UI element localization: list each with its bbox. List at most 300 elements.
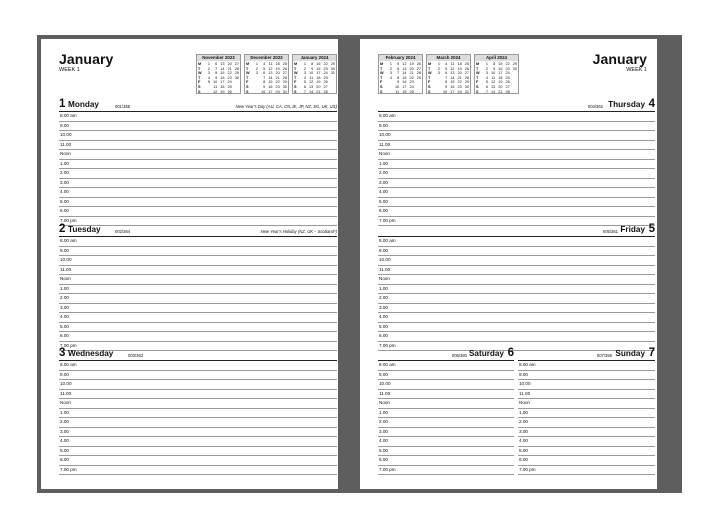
calendar-date: 19 <box>457 66 462 71</box>
right-page <box>360 39 657 489</box>
day-block-friday <box>378 224 655 351</box>
calendar-date: 17 <box>402 84 407 89</box>
calendar-date: 30 <box>464 84 470 89</box>
time-slot: 8.00 am <box>59 112 337 122</box>
calendar-date: 13 <box>402 66 407 71</box>
time-slot: 11.00 <box>378 141 655 151</box>
calendar-date: 10 <box>213 80 218 85</box>
weekday-letter: T <box>476 66 479 71</box>
calendar-date: 4 <box>445 62 448 66</box>
time-slot: 11.00 <box>378 266 655 276</box>
calendar-date: 3 <box>255 71 259 76</box>
time-slot: Noon <box>378 275 655 285</box>
time-slot: 11.00 <box>59 141 337 151</box>
time-slot: 5.00 <box>378 323 655 333</box>
day-number: 2 <box>59 223 66 235</box>
calendar-date: 17 <box>450 89 455 94</box>
calendar-date: 15 <box>402 75 407 80</box>
calendar-date: 4 <box>389 75 393 80</box>
calendar-date: 30 <box>282 84 288 89</box>
calendar-date: 12 <box>309 80 314 85</box>
calendar-date: 4 <box>263 62 266 66</box>
weekday-letter: F <box>294 80 297 85</box>
weekday-letter: T <box>476 75 479 80</box>
weekday-letter: M <box>198 62 202 66</box>
calendar-date: 18 <box>457 62 462 66</box>
weekday-letter: S <box>246 89 249 94</box>
calendar-date: 15 <box>268 80 273 85</box>
time-slot: 10.00 <box>59 380 337 390</box>
calendar-date: 17 <box>220 80 225 85</box>
day-number: 6 <box>507 347 514 359</box>
weekday-letter: S <box>428 84 431 89</box>
calendar-date: 8 <box>397 75 400 80</box>
time-slot: 9.00 <box>378 122 655 132</box>
calendar-date: 25 <box>282 62 288 66</box>
calendar-date: 29 <box>234 71 240 76</box>
calendar-date: 9 <box>445 84 448 89</box>
time-slot: 10.00 <box>378 256 655 266</box>
month-title: January <box>59 51 114 67</box>
day-name: Sunday <box>615 349 645 358</box>
mini-calendar <box>244 54 289 94</box>
time-slot: 7.00 pm <box>518 466 655 476</box>
calendar-date: 9 <box>493 66 496 71</box>
calendar-date: 20 <box>227 62 232 66</box>
calendar-date: 29 <box>512 62 518 66</box>
time-slot: 9.00 <box>518 371 655 381</box>
weekday-letter: W <box>380 71 384 76</box>
holiday-note: New Year's Day (AU, CA, CN, IE, JP, NZ, SG, UK, US) <box>235 104 337 109</box>
calendar-date: 11 <box>395 89 400 94</box>
weekday-letter: T <box>380 75 383 80</box>
calendar-date: 1 <box>437 62 441 66</box>
weekday-letter: T <box>198 75 201 80</box>
time-slot: 4.00 <box>378 313 655 323</box>
calendar-date: 10 <box>491 71 496 76</box>
calendar-date: 4 <box>485 75 489 80</box>
calendar-date: 5 <box>303 80 307 85</box>
calendar-date: 2 <box>255 66 259 71</box>
calendar-date: 29 <box>282 80 288 85</box>
time-slot: 1.00 <box>378 160 655 170</box>
calendar-date: 16 <box>268 84 273 89</box>
time-slot: 8.00 am <box>378 361 514 371</box>
weekday-letter: S <box>380 84 383 89</box>
day-block-saturday <box>378 348 514 475</box>
time-slot: 10.00 <box>378 380 514 390</box>
calendar-date: 3 <box>207 71 211 76</box>
calendar-date: 9 <box>397 80 400 85</box>
day-number: 3 <box>59 347 66 359</box>
calendar-date: 17 <box>498 71 503 76</box>
time-slot: Noon <box>59 275 337 285</box>
mini-calendar-title: April 2024 <box>475 55 518 61</box>
calendar-date: 1 <box>255 62 259 66</box>
time-slot: 4.00 <box>378 188 655 198</box>
weekday-letter: S <box>476 84 479 89</box>
calendar-date: 21 <box>316 89 321 94</box>
weekday-letter: T <box>380 66 383 71</box>
calendar-date: 8 <box>493 62 496 66</box>
time-slot: Noon <box>59 150 337 160</box>
calendar-date: 29 <box>464 80 470 85</box>
calendar-date: 15 <box>220 71 225 76</box>
calendar-date: 26 <box>323 80 328 85</box>
calendar-date: 16 <box>450 84 455 89</box>
calendar-date: 14 <box>220 66 225 71</box>
calendar-date: 7 <box>445 75 448 80</box>
calendar-date: 16 <box>498 66 503 71</box>
calendar-date: 13 <box>309 84 314 89</box>
calendar-date: 2 <box>437 66 441 71</box>
time-slot: 4.00 <box>518 437 655 447</box>
calendar-date: 2 <box>485 66 489 71</box>
calendar-date: 27 <box>323 84 328 89</box>
calendar-date: 13 <box>491 84 496 89</box>
calendar-date: 6 <box>445 71 448 76</box>
weekday-letter: S <box>428 89 431 94</box>
calendar-date: 27 <box>464 71 470 76</box>
calendar-date: 18 <box>402 89 407 94</box>
calendar-date: 14 <box>491 89 496 94</box>
calendar-date: 21 <box>498 89 503 94</box>
mini-calendar-title: March 2024 <box>427 55 470 61</box>
mini-calendar <box>196 54 241 94</box>
day-name: Thursday <box>608 100 645 109</box>
calendar-date: 7 <box>215 66 218 71</box>
time-slot: 3.00 <box>59 428 337 438</box>
calendar-date: 27 <box>505 84 510 89</box>
calendar-date: 31 <box>282 89 288 94</box>
calendar-date: 26 <box>282 66 288 71</box>
calendar-date: 24 <box>409 84 414 89</box>
time-slot: 3.00 <box>59 179 337 189</box>
day-block-tuesday <box>59 224 337 351</box>
calendar-date: 2 <box>389 66 393 71</box>
time-slot: 3.00 <box>59 304 337 314</box>
weekday-letter: S <box>380 89 383 94</box>
calendar-date: 1 <box>485 62 489 66</box>
calendar-date: 27 <box>282 71 288 76</box>
day-name: Wednesday <box>68 349 114 358</box>
time-slot: 6.00 <box>518 456 655 466</box>
calendar-date: 14 <box>402 71 407 76</box>
time-slot: Noon <box>378 399 514 409</box>
calendar-date: 19 <box>220 89 225 94</box>
month-title: January <box>592 51 647 67</box>
weekday-letter: T <box>198 66 201 71</box>
time-slot: 9.00 <box>59 247 337 257</box>
mini-calendar-title: January 2024 <box>293 55 336 61</box>
calendar-date: 8 <box>215 71 218 76</box>
calendar-date: 11 <box>268 62 273 66</box>
calendar-date: 23 <box>457 84 462 89</box>
time-slot: 1.00 <box>378 285 655 295</box>
day-block-monday <box>59 99 337 226</box>
calendar-date: 13 <box>220 62 225 66</box>
calendar-date: 15 <box>498 62 503 66</box>
time-slot: 1.00 <box>59 285 337 295</box>
time-slot: 9.00 <box>59 371 337 381</box>
time-slot: 6.00 <box>59 207 337 217</box>
calendar-date: 25 <box>323 75 328 80</box>
calendar-date: 16 <box>402 80 407 85</box>
time-slot: 4.00 <box>59 437 337 447</box>
time-slot: 1.00 <box>59 409 337 419</box>
calendar-date: 12 <box>402 62 407 66</box>
calendar-date: 18 <box>498 75 503 80</box>
calendar-date: 30 <box>234 75 240 80</box>
day-number: 7 <box>648 347 655 359</box>
calendar-date: 10 <box>395 84 400 89</box>
time-slot: 1.00 <box>59 160 337 170</box>
weekday-letter: S <box>198 89 201 94</box>
time-slot: 10.00 <box>378 131 655 141</box>
calendar-date: 9 <box>263 84 266 89</box>
time-slot: 7.00 pm <box>378 466 514 476</box>
calendar-date: 19 <box>498 80 503 85</box>
mini-calendar <box>378 54 423 94</box>
calendar-date: 12 <box>213 89 218 94</box>
calendar-date: 13 <box>450 71 455 76</box>
calendar-date: 19 <box>409 62 414 66</box>
calendar-date: 2 <box>303 66 307 71</box>
calendar-date: 7 <box>485 89 489 94</box>
calendar-date: 13 <box>268 71 273 76</box>
calendar-date: 16 <box>316 66 321 71</box>
day-number: 1 <box>59 98 66 110</box>
time-slot: 1.00 <box>518 409 655 419</box>
time-slot: 3.00 <box>378 179 655 189</box>
calendar-date: 17 <box>268 89 273 94</box>
calendar-date: 1 <box>303 62 307 66</box>
calendar-date: 3 <box>485 71 489 76</box>
week-label: WEEK 1 <box>59 67 80 73</box>
left-page <box>41 39 338 489</box>
calendar-date: 21 <box>275 75 280 80</box>
calendar-date: 7 <box>303 89 307 94</box>
calendar-date: 29 <box>330 62 336 66</box>
weekday-letter: M <box>428 62 432 66</box>
calendar-date: 27 <box>234 62 240 66</box>
weekday-letter: W <box>294 71 298 76</box>
time-slot: 10.00 <box>59 256 337 266</box>
time-slot: Noon <box>518 399 655 409</box>
time-slot: Noon <box>59 399 337 409</box>
calendar-date: 11 <box>450 62 455 66</box>
calendar-date: 3 <box>389 71 393 76</box>
day-number: 4 <box>648 98 655 110</box>
calendar-date: 18 <box>275 62 280 66</box>
calendar-date: 11 <box>309 75 314 80</box>
calendar-date: 26 <box>505 80 510 85</box>
calendar-date: 21 <box>457 75 462 80</box>
calendar-date: 23 <box>323 66 328 71</box>
day-count: 007/359 <box>596 353 612 358</box>
day-block-thursday <box>378 99 655 226</box>
calendar-date: 22 <box>505 62 510 66</box>
calendar-date: 20 <box>498 84 503 89</box>
time-slot: 6.00 <box>378 332 655 342</box>
time-slot: 1.00 <box>378 409 514 419</box>
time-slot: 8.00 am <box>518 361 655 371</box>
calendar-date: 12 <box>450 66 455 71</box>
day-count: 003/363 <box>128 353 144 358</box>
calendar-date: 12 <box>268 66 273 71</box>
weekday-letter: F <box>198 80 201 85</box>
time-slot: 6.00 <box>378 207 655 217</box>
calendar-date: 28 <box>234 66 240 71</box>
time-slot: 11.00 <box>59 266 337 276</box>
calendar-date: 28 <box>505 89 510 94</box>
calendar-date: 17 <box>316 71 321 76</box>
time-slot: 7.00 pm <box>378 342 655 352</box>
mini-calendar <box>292 54 337 94</box>
calendar-date: 5 <box>397 62 400 66</box>
calendar-date: 23 <box>227 75 232 80</box>
calendar-date: 2 <box>207 66 211 71</box>
day-name: Saturday <box>468 349 504 358</box>
weekday-letter: S <box>294 89 297 94</box>
time-slot: 2.00 <box>378 294 655 304</box>
calendar-date: 26 <box>227 89 232 94</box>
calendar-date: 21 <box>409 71 414 76</box>
time-slot: 6.00 <box>59 332 337 342</box>
time-slot: 9.00 <box>378 371 514 381</box>
time-slot: 9.00 <box>378 247 655 257</box>
calendar-date: 6 <box>397 66 400 71</box>
weekday-letter: T <box>294 75 297 80</box>
calendar-date: 26 <box>464 66 470 71</box>
calendar-date: 24 <box>505 71 510 76</box>
mini-calendar-title: December 2023 <box>245 55 288 61</box>
calendar-date: 20 <box>275 71 280 76</box>
calendar-date: 6 <box>215 62 218 66</box>
time-slot: 4.00 <box>59 188 337 198</box>
calendar-date: 28 <box>323 89 328 94</box>
calendar-date: 30 <box>512 66 518 71</box>
weekday-letter: M <box>380 62 384 66</box>
time-slot: 6.00 <box>378 456 514 466</box>
calendar-date: 31 <box>330 71 336 76</box>
time-slot: 3.00 <box>518 428 655 438</box>
calendar-date: 3 <box>303 71 307 76</box>
calendar-date: 20 <box>409 66 414 71</box>
mini-calendars <box>378 54 519 94</box>
time-slot: 8.00 am <box>378 112 655 122</box>
calendar-date: 28 <box>464 75 470 80</box>
calendar-date: 24 <box>227 80 232 85</box>
weekday-letter: F <box>476 80 479 85</box>
calendar-date: 6 <box>263 71 266 76</box>
time-slot: 8.00 am <box>378 237 655 247</box>
calendar-date: 25 <box>464 62 470 66</box>
time-slot: 2.00 <box>59 418 337 428</box>
day-number: 5 <box>648 223 655 235</box>
calendar-date: 23 <box>409 80 414 85</box>
time-slot: 7.00 pm <box>59 342 337 352</box>
weekday-letter: T <box>246 66 249 71</box>
calendar-date: 30 <box>330 66 336 71</box>
calendar-date: 24 <box>323 71 328 76</box>
day-count: 001/365 <box>115 104 131 109</box>
time-slot: Noon <box>378 150 655 160</box>
calendar-date: 15 <box>316 62 321 66</box>
weekday-letter: W <box>198 71 202 76</box>
calendar-date: 1 <box>389 62 393 66</box>
weekday-letter: M <box>294 62 298 66</box>
weekday-letter: T <box>428 66 431 71</box>
time-slot: 11.00 <box>59 390 337 400</box>
calendar-date: 28 <box>282 75 288 80</box>
time-slot: 5.00 <box>378 447 514 457</box>
calendar-date: 19 <box>316 80 321 85</box>
calendar-date: 20 <box>316 84 321 89</box>
weekday-letter: T <box>428 75 431 80</box>
calendar-date: 9 <box>215 75 218 80</box>
time-slot: 10.00 <box>59 131 337 141</box>
calendar-date: 27 <box>416 66 422 71</box>
calendar-date: 18 <box>316 75 321 80</box>
mini-calendar <box>474 54 519 94</box>
week-label: WEEK 1 <box>626 67 647 73</box>
weekday-letter: F <box>428 80 431 85</box>
time-slot: 10.00 <box>518 380 655 390</box>
calendar-date: 8 <box>311 62 314 66</box>
calendar-date: 18 <box>220 84 225 89</box>
time-slot: 2.00 <box>518 418 655 428</box>
weekday-letter: M <box>476 62 480 66</box>
time-slot: 11.00 <box>518 390 655 400</box>
time-slot: 7.00 pm <box>59 217 337 227</box>
calendar-date: 20 <box>457 71 462 76</box>
calendar-date: 8 <box>263 80 266 85</box>
calendar-date: 9 <box>311 66 314 71</box>
calendar-date: 26 <box>416 62 422 66</box>
calendar-date: 23 <box>275 84 280 89</box>
time-slot: 2.00 <box>59 169 337 179</box>
time-slot: 11.00 <box>378 390 514 400</box>
time-slot: 4.00 <box>59 313 337 323</box>
calendar-date: 7 <box>263 75 266 80</box>
calendar-date: 7 <box>397 71 400 76</box>
time-slot: 4.00 <box>378 437 514 447</box>
calendar-date: 4 <box>207 75 211 80</box>
mini-calendar-title: November 2023 <box>197 55 240 61</box>
calendar-date: 25 <box>227 84 232 89</box>
weekday-letter: S <box>198 84 201 89</box>
calendar-date: 16 <box>220 75 225 80</box>
time-slot: 8.00 am <box>59 361 337 371</box>
time-slot: 5.00 <box>518 447 655 457</box>
calendar-date: 1 <box>207 62 211 66</box>
weekday-letter: S <box>246 84 249 89</box>
calendar-date: 22 <box>409 75 414 80</box>
mini-calendars <box>196 54 337 94</box>
weekday-letter: S <box>476 89 479 94</box>
time-slot: 5.00 <box>59 323 337 333</box>
weekday-letter: W <box>246 71 250 76</box>
calendar-date: 5 <box>263 66 266 71</box>
time-slot: 2.00 <box>378 418 514 428</box>
weekday-letter: W <box>476 71 480 76</box>
calendar-date: 22 <box>227 71 232 76</box>
calendar-date: 15 <box>450 80 455 85</box>
calendar-date: 10 <box>261 89 266 94</box>
day-name: Tuesday <box>68 225 101 234</box>
time-slot: 3.00 <box>378 304 655 314</box>
